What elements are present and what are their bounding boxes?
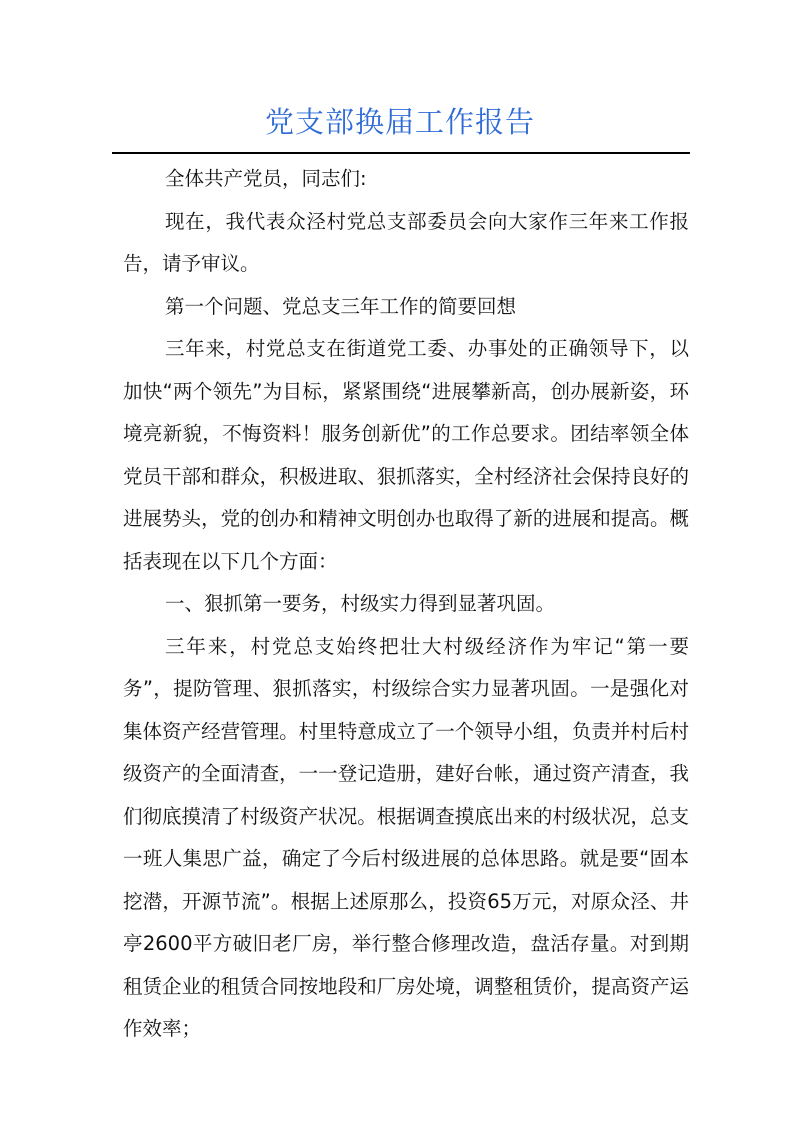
section-heading: 第一个问题、党总支三年工作的简要回想: [165, 294, 517, 318]
subsection-heading: 一、狠抓第一要务，村级实力得到显著巩固。: [165, 592, 556, 615]
document-body: [123, 158, 689, 1051]
intro-paragraph: 现在，我代表众泾村党总支部委员会向大家作三年来工作报告，请予审议。: [123, 209, 689, 275]
summary-paragraph: 三年来，村党总支在街道党工委、办事处的正确领导下，以加快“两个领先”为目标，紧紧围绕“进展攀新高，创办展新姿，环境亮新貌，不悔资料！服务创新优”的工作总要求。团结率领全体党员干部和群众，积极进取、狠抓落实，全村经济社会保持良好的进展势头，党的创办和精神文明创办也取得了新的进展和提高。概括表现在以下几个方面：: [123, 337, 689, 573]
title-divider: [112, 152, 690, 154]
greeting-paragraph: 全体共产党员，同志们:: [165, 167, 367, 190]
document-title: 党支部换届工作报告: [264, 105, 535, 139]
detail-paragraph: 三年来，村党总支始终把壮大村级经济作为牢记“第一要务”，提防管理、狠抓落实，村级综合实力显著巩固。一是强化对集体资产经营管理。村里特意成立了一个领导小组，负责并村后村级资产的全面清查，一一登记造册，建好台帐，通过资产清查，我们彻底摸清了村级资产状况。根据调查摸底出来的村级状况，总支一班人集思广益，确定了今后村级进展的总体思路。就是要“固本挖潜，开源节流”。根据上述原那么，投资65万元，对原众泾、井亭2600平方破旧老厂房，举行整合修理改造，盘活存量。对到期租赁企业的租赁合同按地段和厂房处境，调整租赁价，提高资产运作效率；: [123, 634, 689, 1040]
